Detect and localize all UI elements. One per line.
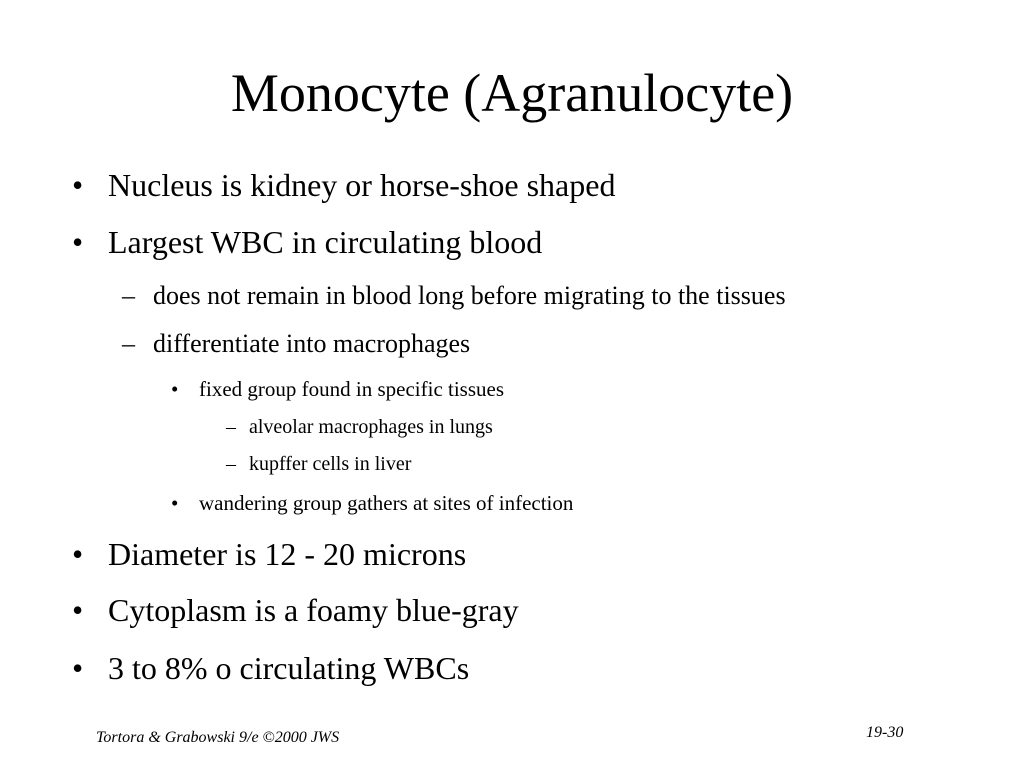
sub-item-macrophages: differentiate into macrophages — [153, 329, 471, 358]
bullet-marker: • — [72, 592, 84, 628]
dash-marker: – — [226, 453, 236, 475]
bullet-marker: • — [171, 377, 179, 401]
bullet-item-cytoplasm: Cytoplasm is a foamy blue-gray — [108, 592, 519, 628]
level4-item-alveolar: alveolar macrophages in lungs — [249, 416, 493, 438]
bullet-marker: • — [171, 491, 179, 515]
bullet-item-diameter: Diameter is 12 - 20 microns — [108, 536, 467, 572]
dash-marker: – — [226, 416, 236, 438]
bullet-marker: • — [72, 167, 84, 203]
dash-marker: – — [122, 329, 135, 358]
slide-title: Monocyte (Agranulocyte) — [230, 63, 794, 123]
footer-citation: Tortora & Grabowski 9/e ©2000 JWS — [96, 729, 340, 746]
bullet-marker: • — [72, 536, 84, 572]
bullet-item-largest-wbc: Largest WBC in circulating blood — [108, 224, 543, 260]
bullet-item-nucleus: Nucleus is kidney or horse-shoe shaped — [108, 167, 616, 203]
slide-number: 19-30 — [866, 724, 904, 741]
bullet-marker: • — [72, 650, 84, 686]
sub-sub-item-fixed-group: fixed group found in specific tissues — [199, 377, 505, 401]
sub-item-migrating: does not remain in blood long before migrating to the tissues — [153, 281, 786, 310]
dash-marker: – — [122, 281, 135, 310]
level4-item-kupffer: kupffer cells in liver — [249, 453, 412, 475]
bullet-item-percentage: 3 to 8% o circulating WBCs — [108, 650, 470, 686]
bullet-marker: • — [72, 224, 84, 260]
sub-sub-item-wandering-group: wandering group gathers at sites of infection — [199, 491, 574, 515]
